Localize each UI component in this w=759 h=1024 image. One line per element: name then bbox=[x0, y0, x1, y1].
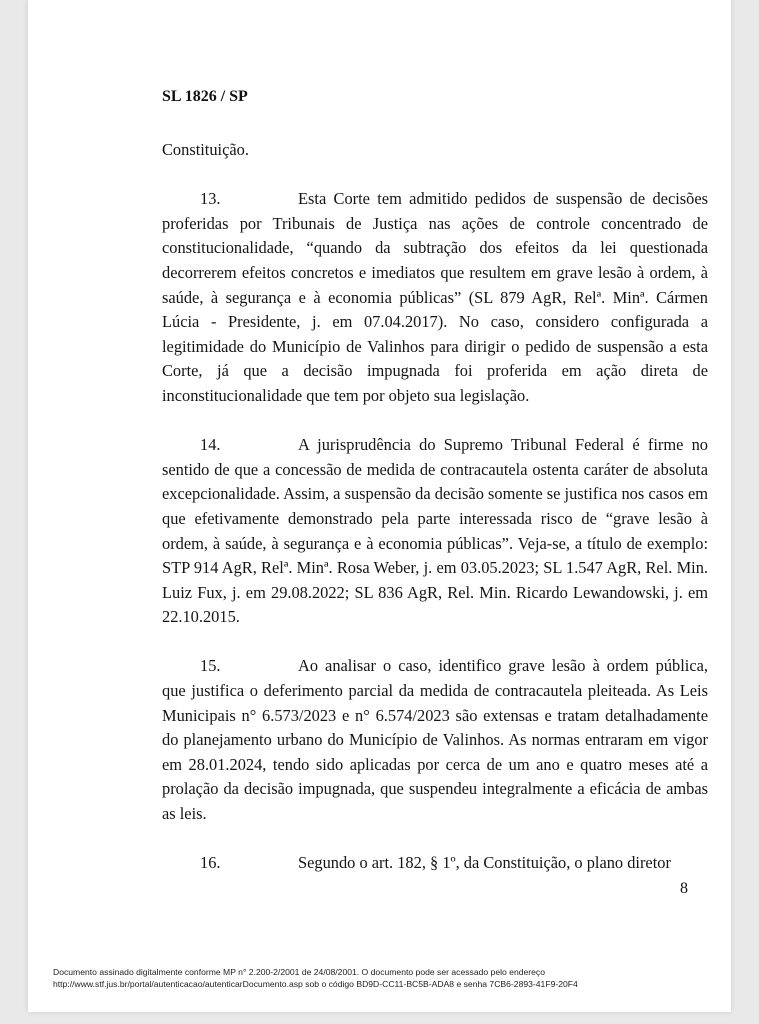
paragraph-14 bbox=[162, 433, 708, 630]
page-number: 8 bbox=[680, 880, 688, 897]
paragraph-number: 16. bbox=[200, 853, 221, 873]
lead-text-content: Constituição. bbox=[162, 140, 249, 159]
paragraph-text: Segundo o art. 182, § 1º, da Constituição, o plano diretor bbox=[298, 853, 671, 873]
footer-line-2: http://www.stf.jus.br/portal/autenticacao/autenticarDocumento.asp sob o código BD9D-CC11-BC5B-ADA8 e senha 7CB6-2893-41F9-20F4 bbox=[53, 979, 578, 989]
paragraph-number: 13. bbox=[200, 189, 221, 209]
paragraph-15 bbox=[162, 654, 708, 826]
paragraph-text: Ao analisar o caso, identifico grave lesão à ordem pública, que justifica o deferimento parcial da medida de contracautela pleiteada. As Leis Municipais n° 6.573/2023 e n° 6.574/2023 são extensas e tratam detalhadamente do planejamento urbano do Município de Valinhos. As normas entraram em vigor em 28.01.2024, tendo sido aplicadas por cerca de um ano e quatro meses até a prolação da decisão impugnada, que suspendeu integralmente a eficácia de ambas as leis. bbox=[162, 656, 708, 824]
document-body bbox=[162, 138, 708, 900]
paragraph-13 bbox=[162, 187, 708, 408]
document-page bbox=[28, 0, 731, 1012]
footer-line-1: Documento assinado digitalmente conforme MP n° 2.200-2/2001 de 24/08/2001. O documento pode ser acessado pelo endereço bbox=[53, 967, 546, 977]
paragraph-text: Esta Corte tem admitido pedidos de suspensão de decisões proferidas por Tribunais de Justiça nas ações de controle concentrado de constitucionalidade, “quando da subtração dos efeitos da lei questionada decorrerem efeitos concretos e imediatos que resultem em grave lesão à ordem, à saúde, à segurança e à economia públicas” (SL 879 AgR, Relª. Minª. Cármen Lúcia - Presidente, j. em 07.04.2017). No caso, considero configurada a legitimidade do Município de Valinhos para dirigir o pedido de suspensão a esta Corte, já que a decisão impugnada foi proferida em ação direta de inconstitucionalidade que tem por objeto sua legislação. bbox=[162, 189, 708, 405]
paragraph-text: A jurisprudência do Supremo Tribunal Federal é firme no sentido de que a concessão de medida de contracautela ostenta caráter de absoluta excepcionalidade. Assim, a suspensão da decisão somente se justifica nos casos em que efetivamente demonstrado pela parte interessada risco de “grave lesão à ordem, à saúde, à segurança e à economia públicas”. Veja-se, a título de exemplo: STP 914 AgR, Relª. Minª. Rosa Weber, j. em 03.05.2023; SL 1.547 AgR, Rel. Min. Luiz Fux, j. em 29.08.2022; SL 836 AgR, Rel. Min. Ricardo Lewandowski, j. em 22.10.2015. bbox=[162, 435, 708, 627]
case-reference-header: SL 1826 / SP bbox=[162, 88, 248, 105]
lead-text bbox=[162, 138, 708, 163]
paragraph-16 bbox=[162, 851, 708, 876]
paragraph-number: 15. bbox=[200, 656, 221, 676]
paragraph-number: 14. bbox=[200, 435, 221, 455]
digital-signature-footer bbox=[53, 966, 713, 990]
